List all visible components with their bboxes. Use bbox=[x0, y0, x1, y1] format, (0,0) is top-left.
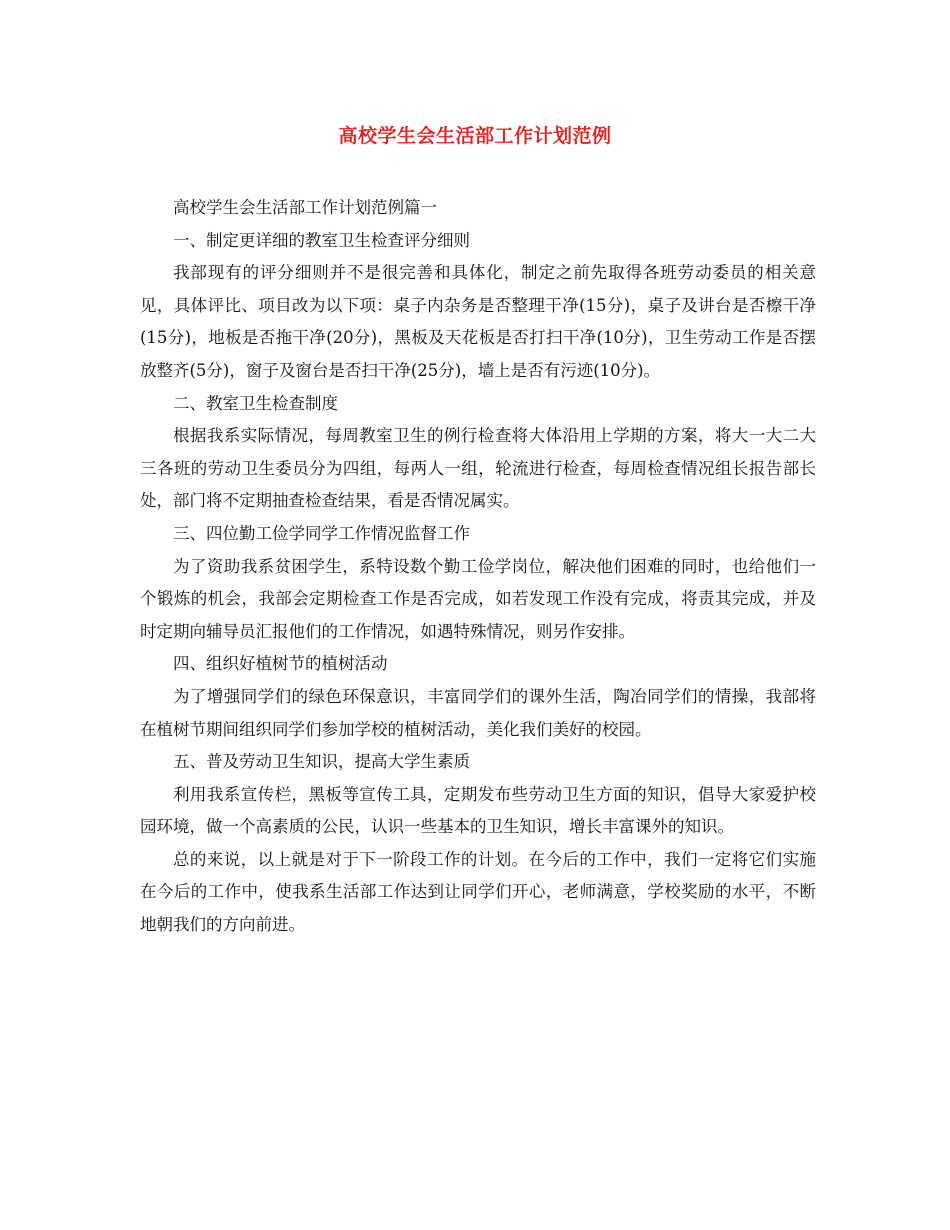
section-heading-3: 三、四位勤工俭学同学工作情况监督工作 bbox=[173, 523, 470, 543]
document-body bbox=[140, 192, 816, 942]
body-paragraph-3: 为了资助我系贫困学生，系特设数个勤工俭学岗位，解决他们困难的同时，也给他们一个锻炼的机会，我部会定期检查工作是否完成，如若发现工作没有完成，将责其完成，并及时定期向辅导员汇报他们的工作情况，如遇特殊情况，则另作安排。 bbox=[140, 556, 816, 641]
section-heading-2: 二、教室卫生检查制度 bbox=[173, 393, 338, 413]
section-heading-1: 一、制定更详细的教室卫生检查评分细则 bbox=[173, 230, 470, 250]
body-paragraph-1: 我部现有的评分细则并不是很完善和具体化，制定之前先取得各班劳动委员的相关意见，具体评比、项目改为以下项：桌子内杂务是否整理干净(15分)，桌子及讲台是否檫干净(15分)，地板是否拖干净(20分)，黑板及天花板是否打扫干净(10分)，卫生劳动工作是否摆放整齐(5分)，窗子及窗台是否扫干净(25分)，墙上是否有污迹(10分)。 bbox=[140, 263, 816, 380]
subtitle-paragraph: 高校学生会生活部工作计划范例篇一 bbox=[173, 198, 437, 217]
section-heading-5: 五、普及劳动卫生知识，提高大学生素质 bbox=[173, 752, 470, 772]
conclusion-paragraph: 总的来说，以上就是对于下一阶段工作的计划。在今后的工作中，我们一定将它们实施在今后的工作中，使我系生活部工作达到让同学们开心，老师满意，学校奖励的水平，不断地朝我们的方向前进。 bbox=[140, 849, 816, 935]
document-title: 高校学生会生活部工作计划范例 bbox=[338, 125, 612, 147]
section-heading-4: 四、组织好植树节的植树活动 bbox=[173, 654, 388, 674]
body-paragraph-2: 根据我系实际情况，每周教室卫生的例行检查将大体沿用上学期的方案，将大一大二大三各班的劳动卫生委员分为四组，每两人一组，轮流进行检查，每周检查情况组长报告部长处，部门将不定期抽查检查结果，看是否情况属实。 bbox=[140, 426, 816, 511]
body-paragraph-4: 为了增强同学们的绿色环保意识，丰富同学们的课外生活，陶冶同学们的情操，我部将在植树节期间组织同学们参加学校的植树活动，美化我们美好的校园。 bbox=[140, 686, 816, 739]
body-paragraph-5: 利用我系宣传栏，黑板等宣传工具，定期发布些劳动卫生方面的知识，倡导大家爱护校园环境，做一个高素质的公民，认识一些基本的卫生知识，增长丰富课外的知识。 bbox=[140, 784, 816, 837]
